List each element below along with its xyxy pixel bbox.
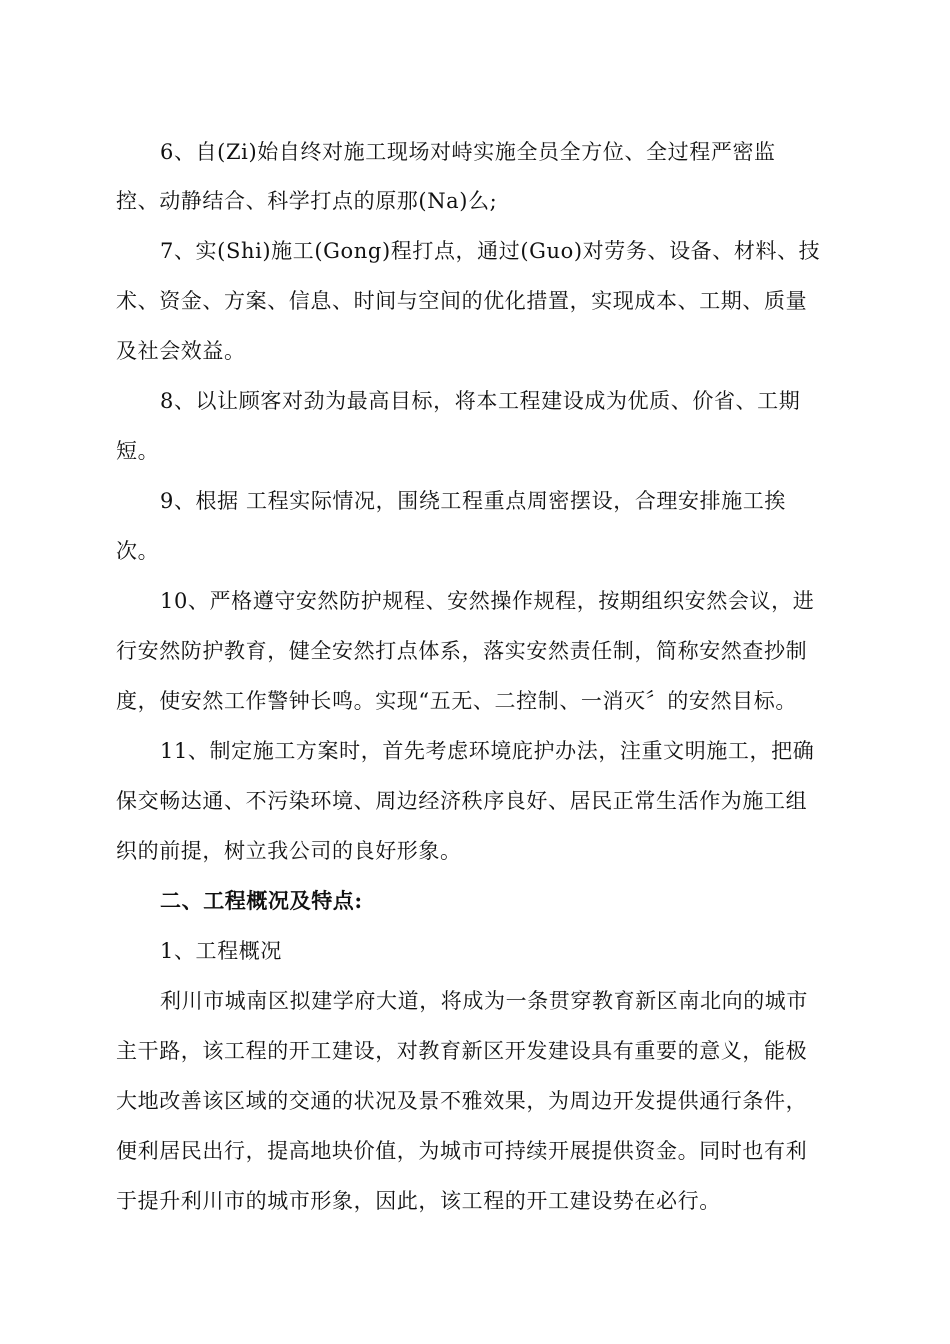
paragraph-11-line-2: 保交畅达通、不污染环境、周边经济秩序良好、居民正常生活作为施工组 — [116, 789, 808, 813]
paragraph-10-line-1: 10、严格遵守安然防护规程、安然操作规程，按期组织安然会议，进 — [160, 589, 815, 613]
paragraph-11-line-3: 织的前提，树立我公司的良好形象。 — [116, 839, 462, 863]
paragraph-10-line-3: 度，使安然工作警钟长鸣。实现“五无、二控制、一消灭〞的安然目标。 — [116, 689, 797, 713]
paragraph-8-line-2: 短。 — [116, 439, 160, 463]
paragraph-6-line-2: 控、动静结合、科学打点的原那(Na)么; — [116, 189, 498, 213]
overview-line-3: 大地改善该区域的交通的状况及景不雅效果，为周边开发提供通行条件， — [116, 1089, 808, 1113]
paragraph-9-line-2: 次。 — [116, 539, 160, 563]
paragraph-9-line-1: 9、根据 工程实际情况，围绕工程重点周密摆设，合理安排施工挨 — [160, 489, 787, 513]
paragraph-7-line-2: 术、资金、方案、信息、时间与空间的优化措置，实现成本、工期、质量 — [116, 289, 808, 313]
paragraph-8-line-1: 8、以让顾客对劲为最高目标，将本工程建设成为优质、价省、工期 — [160, 389, 801, 413]
overview-line-5: 于提升利川市的城市形象，因此，该工程的开工建设势在必行。 — [116, 1189, 721, 1213]
paragraph-7-line-1: 7、实(Shi)施工(Gong)程打点，通过(Guo)对劳务、设备、材料、技 — [160, 239, 821, 263]
paragraph-6-line-1: 6、自(Zi)始自终对施工现场对峙实施全员全方位、全过程严密监 — [160, 140, 776, 164]
overview-line-1: 利川市城南区拟建学府大道，将成为一条贯穿教育新区南北向的城市 — [160, 989, 808, 1013]
overview-line-4: 便利居民出行，提高地块价值，为城市可持续开展提供资金。同时也有利 — [116, 1139, 808, 1163]
section-heading: 二、工程概况及特点: — [160, 888, 363, 913]
subsection-heading: 1、工程概况 — [160, 939, 282, 963]
paragraph-7-line-3: 及社会效益。 — [116, 339, 246, 363]
paragraph-10-line-2: 行安然防护教育，健全安然打点体系，落实安然责任制，简称安然查抄制 — [116, 639, 808, 663]
overview-line-2: 主干路，该工程的开工建设，对教育新区开发建设具有重要的意义，能极 — [116, 1039, 808, 1063]
paragraph-11-line-1: 11、制定施工方案时，首先考虑环境庇护办法，注重文明施工，把确 — [160, 739, 815, 763]
